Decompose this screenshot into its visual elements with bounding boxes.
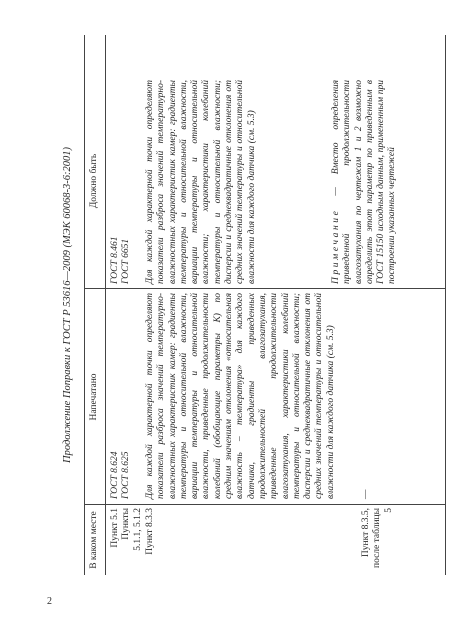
corrections-table [84, 35, 446, 575]
row-1-printed [110, 293, 133, 499]
note-label: Примечание [331, 208, 341, 284]
header-where: В каком месте [89, 511, 99, 569]
correct-paragraph: Для каждой характерной точки определяют показатели разброса значений температурно-влажностных характеристик камер: градиенты температуры и относительной влажности, вариации температуры и относительной влажности; характеристики колебаний температуры и относительной влажности; дисперсии и среднеквадратичные отклонения от средних значений температуры и относительной влажности для каждого датчика (см. 5.3) [145, 80, 257, 284]
page-number: 2 [47, 596, 52, 607]
place-line: Пункт 8.3.5, [361, 508, 371, 558]
rotated-sheet [60, 35, 450, 575]
column-divider [85, 504, 445, 505]
column-divider [85, 288, 445, 289]
note-paragraph [331, 80, 399, 284]
header-printed: Напечатано [89, 373, 99, 421]
row-1-correct [110, 80, 133, 284]
printed-paragraph: Для каждой характерной точки определяют показатели разброса значений температурно-влажностных характеристик камер: градиенты температуры и относительной влажности, вариации температуры и относительной влажности, приведенные продолжительности колебаний (обобщающие параметры К) по средним значениям отклонения «относительная влажность – температура» для каждого датчика, градиенты приведенных продолжительностей влагозатухания, приведенные продолжительности влагозатухания, характеристики колебаний температуры и относительной влажности; дисперсии и среднеквадратичные отклонения от средних значений температуры и относительной влажности для каждого датчика (см. 5.3) [145, 293, 336, 499]
note-text: — Вместо определения приведенной продолжительности влагозатухания по чертежам 1 и 2 возможно определить этот параметр по приведенным в ГОСТ 15150 исходным данным, примененным при построении указанных чертежей [331, 80, 398, 284]
place-line: после таблицы 5 [372, 508, 394, 568]
place-line: Пункты [121, 508, 132, 540]
running-head: Продолжение Поправки к ГОСТ Р 53616—2009 (МЭК 60068-3-6:2001) [62, 147, 73, 463]
row-2-correct [145, 80, 258, 284]
standard-reference: ГОСТ 8.625 [121, 451, 132, 499]
row-3-correct [331, 80, 399, 284]
standard-reference: ГОСТ 8.461 [110, 236, 120, 284]
place-line: 5.1.1, 5.1.2 [132, 508, 143, 551]
em-dash: — [361, 489, 371, 499]
place-line: Пункт 8.3.3 [145, 508, 155, 555]
place-line: Пункт 5.1 [110, 508, 120, 548]
row-2-place [145, 508, 156, 572]
standard-reference: ГОСТ 8.624 [110, 451, 120, 499]
row-2-printed [145, 293, 337, 499]
row-3-place [361, 508, 395, 572]
row-1-place [110, 508, 144, 572]
row-3-printed [361, 293, 372, 499]
header-divider [105, 35, 106, 575]
standard-reference: ГОСТ 6651 [121, 238, 132, 284]
header-should-be: Должно быть [89, 153, 99, 209]
